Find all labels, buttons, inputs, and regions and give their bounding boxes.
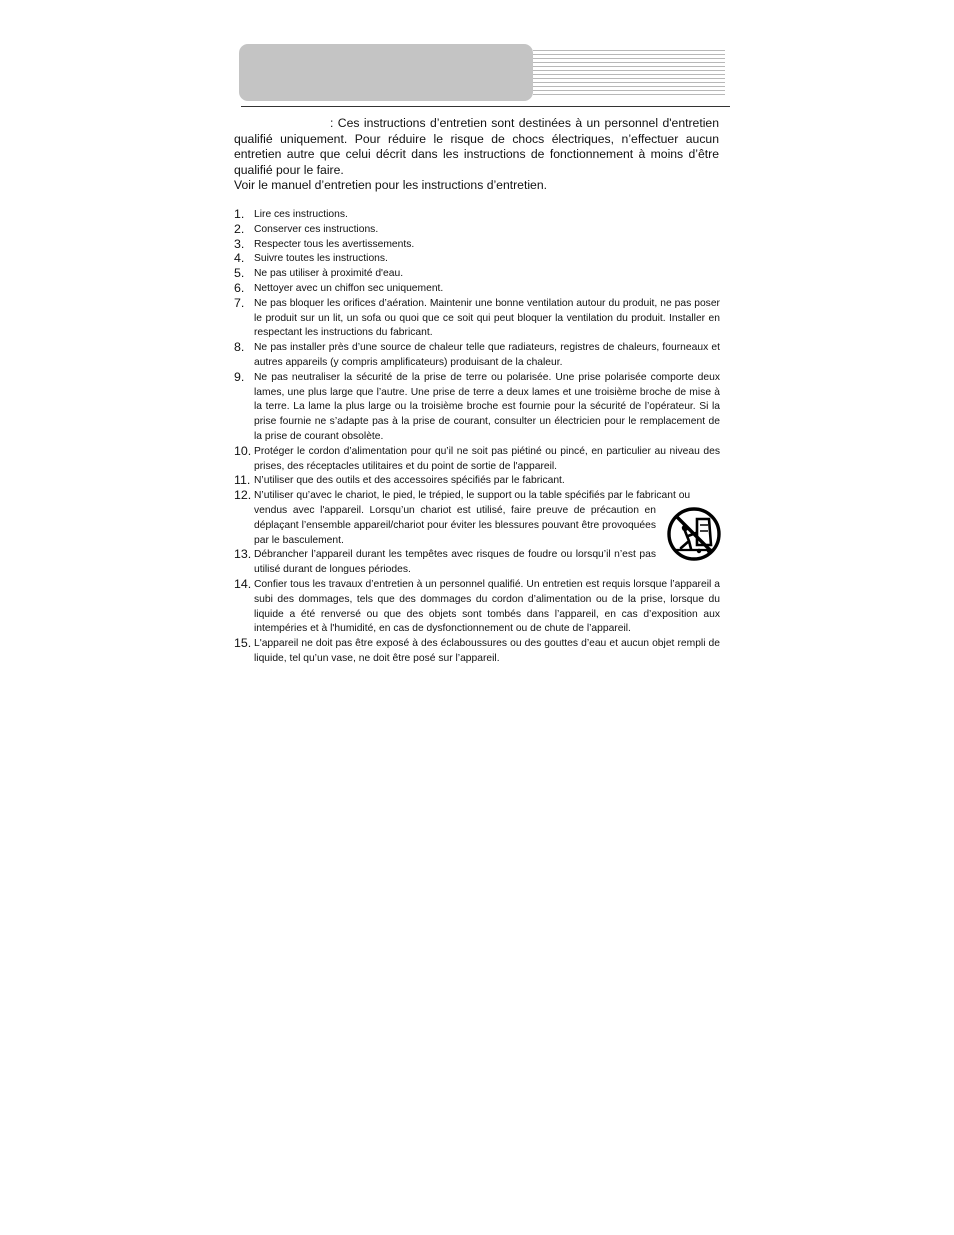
list-item: 8. Ne pas installer près d’une source de chaleur telle que radiateurs, registres de chaleurs, fourneaux et autres appareils (y compris amplificateurs) produisant de la chaleur. <box>234 340 720 368</box>
list-item: 4. Suivre toutes les instructions. <box>234 251 388 266</box>
list-item: 2. Conserver ces instructions. <box>234 221 379 236</box>
list-item: 13. Débrancher l’appareil durant les tempêtes avec risques de foudre ou lorsqu’il n’est pas utilisé durant de longues périodes. <box>234 547 656 576</box>
list-item: 3. Respecter tous les avertissements. <box>234 236 415 251</box>
cart-tip-over-warning-icon <box>667 507 721 561</box>
list-item: 6. Nettoyer avec un chiffon sec uniquement. <box>234 280 444 295</box>
list-item-continued: vendus avec l'appareil. Lorsqu’un chariot est utilisé, faire preuve de précaution en déplaçant l’ensemble appareil/chariot pour éviter les blessures pouvant être provoquées par le basculement. <box>254 504 656 546</box>
list-item: 15. L'appareil ne doit pas être exposé à des éclaboussures ou des gouttes d’eau et aucun objet rempli de liquide, tel qu’un vase, ne doit être posé sur l’appareil. <box>234 636 720 664</box>
header-rule <box>241 106 730 107</box>
safety-instructions-list <box>234 208 720 667</box>
list-item: 10. Protéger le cordon d’alimentation pour qu’il ne soit pas piétiné ou pincé, en particulier au niveau des prises, des réceptacles utilitaires et du point de sortie de l'appareil. <box>234 443 720 472</box>
list-item: 12. N’utiliser qu’avec le chariot, le pied, le trépied, le support ou la table spécifiés par le fabricant ou <box>234 488 691 503</box>
intro-section <box>234 116 719 194</box>
header-stripes <box>533 50 725 100</box>
header-tab <box>239 44 533 101</box>
list-item: 1. Lire ces instructions. <box>234 207 348 221</box>
list-item: 5. Ne pas utiliser à proximité d'eau. <box>234 266 404 281</box>
intro-paragraph: : Ces instructions d’entretien sont destinées à un personnel d'entretien qualifié uniquement. Pour réduire le risque de chocs électriques, n’effectuer aucun entretien autre que celui décrit dans les instructions de fonctionnement à moins d’être qualifié pour le faire. <box>234 116 719 177</box>
list-item: 9. Ne pas neutraliser la sécurité de la prise de terre ou polarisée. Une prise polarisée comporte deux lames, une plus large que l’autre. Une prise de terre a deux lames et une troisième broche de mise à la terre. La lame la plus large ou la troisième broche est fournie pour la sécurité de l’opérateur. Si la prise fournie ne s’adapte pas à la prise de courant, consulter un électricien pour le remplacement de la prise de courant obsolète. <box>234 369 720 442</box>
list-item: 14. Confier tous les travaux d’entretien à un personnel qualifié. Un entretien est requis lorsque l’appareil a subi des dommages, tels que des dommages du cordon d’alimentation ou de la prise, lorsque du liquide a été renversé ou que des objets sont tombés dans l’appareil, en cas d’exposition aux intempéries et à l'humidité, en cas de dysfonctionnement ou de chute de l’appareil. <box>234 576 720 635</box>
manual-reference: Voir le manuel d’entretien pour les instructions d’entretien. <box>234 178 547 192</box>
list-item: 11. N’utiliser que des outils et des accessoires spécifiés par le fabricant. <box>234 473 565 488</box>
list-item: 7. Ne pas bloquer les orifices d’aération. Maintenir une bonne ventilation autour du produit, ne pas poser le produit sur un lit, un sofa ou quoi que ce soit qui peut bloquer la ventilation du produit. Installer en respectant les instructions du fabricant. <box>234 295 720 339</box>
